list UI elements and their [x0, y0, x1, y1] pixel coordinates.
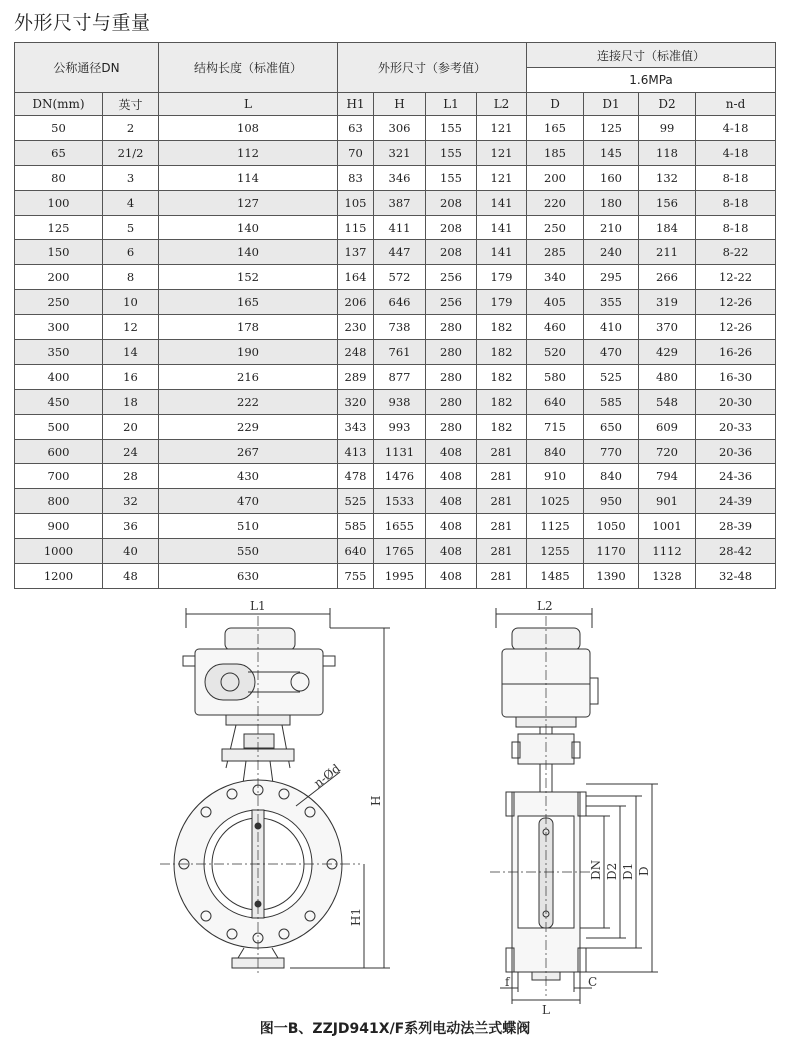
table-cell: 20-30 [696, 389, 776, 414]
table-cell: 480 [639, 364, 696, 389]
table-cell: 408 [426, 514, 477, 539]
table-cell: 132 [639, 165, 696, 190]
table-cell: 182 [477, 315, 527, 340]
table-cell: 281 [477, 489, 527, 514]
table-cell: 140 [159, 215, 338, 240]
table-cell: 100 [15, 190, 103, 215]
table-cell: 63 [338, 116, 374, 141]
table-cell: 165 [527, 116, 584, 141]
table-cell: 140 [159, 240, 338, 265]
column-header: 英寸 [103, 93, 159, 116]
table-cell: 408 [426, 564, 477, 589]
header-connection-dimensions: 连接尺寸（标准值） [527, 43, 776, 68]
table-cell: 585 [338, 514, 374, 539]
table-cell: 20-36 [696, 439, 776, 464]
table-cell: 478 [338, 464, 374, 489]
table-cell: 80 [15, 165, 103, 190]
table-cell: 300 [15, 315, 103, 340]
table-cell: 28 [103, 464, 159, 489]
table-cell: 99 [639, 116, 696, 141]
label-l: L [542, 1003, 550, 1016]
table-cell: 580 [527, 364, 584, 389]
table-cell: 12-22 [696, 265, 776, 290]
table-cell: 222 [159, 389, 338, 414]
table-cell: 408 [426, 439, 477, 464]
table-cell: 121 [477, 165, 527, 190]
table-cell: 281 [477, 539, 527, 564]
table-cell: 755 [338, 564, 374, 589]
table-cell: 280 [426, 389, 477, 414]
table-cell: 738 [374, 315, 426, 340]
label-d: D [637, 866, 651, 876]
table-cell: 32 [103, 489, 159, 514]
table-cell: 230 [338, 315, 374, 340]
valve-drawing [0, 596, 790, 1016]
table-cell: 155 [426, 116, 477, 141]
label-l2: L2 [537, 599, 553, 613]
table-cell: 211 [639, 240, 696, 265]
table-row [15, 539, 776, 564]
table-cell: 141 [477, 215, 527, 240]
table-row [15, 290, 776, 315]
table-cell: 137 [338, 240, 374, 265]
table-cell: 65 [15, 140, 103, 165]
table-cell: 24-39 [696, 489, 776, 514]
table-cell: 8 [103, 265, 159, 290]
label-f: f [505, 975, 510, 989]
table-cell: 408 [426, 464, 477, 489]
table-row [15, 464, 776, 489]
table-cell: 121 [477, 140, 527, 165]
table-cell: 5 [103, 215, 159, 240]
table-cell: 630 [159, 564, 338, 589]
table-row [15, 489, 776, 514]
table-cell: 1000 [15, 539, 103, 564]
table-cell: 16 [103, 364, 159, 389]
table-cell: 1390 [584, 564, 639, 589]
table-cell: 550 [159, 539, 338, 564]
table-cell: 179 [477, 265, 527, 290]
table-cell: 112 [159, 140, 338, 165]
table-cell: 950 [584, 489, 639, 514]
table-cell: 125 [15, 215, 103, 240]
table-cell: 525 [338, 489, 374, 514]
table-cell: 70 [338, 140, 374, 165]
column-header: DN(mm) [15, 93, 103, 116]
table-cell: 408 [426, 539, 477, 564]
table-cell: 900 [15, 514, 103, 539]
table-cell: 4 [103, 190, 159, 215]
table-cell: 216 [159, 364, 338, 389]
table-cell: 16-26 [696, 340, 776, 365]
header-pressure-rating: 1.6MPa [527, 68, 776, 93]
header-structural-length: 结构长度（标准值） [159, 43, 338, 93]
table-cell: 1112 [639, 539, 696, 564]
table-cell: 1655 [374, 514, 426, 539]
table-cell: 250 [527, 215, 584, 240]
table-row [15, 414, 776, 439]
table-row [15, 116, 776, 141]
table-cell: 794 [639, 464, 696, 489]
table-cell: 121 [477, 116, 527, 141]
table-cell: 182 [477, 340, 527, 365]
table-cell: 640 [338, 539, 374, 564]
table-cell: 346 [374, 165, 426, 190]
table-cell: 160 [584, 165, 639, 190]
dimension-table [14, 42, 776, 589]
table-cell: 761 [374, 340, 426, 365]
table-cell: 16-30 [696, 364, 776, 389]
table-cell: 280 [426, 364, 477, 389]
table-cell: 208 [426, 190, 477, 215]
table-cell: 295 [584, 265, 639, 290]
table-cell: 200 [15, 265, 103, 290]
table-cell: 1485 [527, 564, 584, 589]
column-header-row [15, 93, 776, 116]
table-cell: 520 [527, 340, 584, 365]
table-cell: 408 [426, 489, 477, 514]
table-cell: 1050 [584, 514, 639, 539]
table-cell: 609 [639, 414, 696, 439]
table-cell: 447 [374, 240, 426, 265]
table-cell: 12 [103, 315, 159, 340]
table-cell: 248 [338, 340, 374, 365]
table-cell: 178 [159, 315, 338, 340]
table-cell: 281 [477, 564, 527, 589]
table-cell: 48 [103, 564, 159, 589]
table-cell: 21/2 [103, 140, 159, 165]
table-cell: 83 [338, 165, 374, 190]
table-row [15, 340, 776, 365]
table-cell: 1765 [374, 539, 426, 564]
header-nominal-diameter: 公称通径DN [15, 43, 159, 93]
table-cell: 993 [374, 414, 426, 439]
label-n-d: n-Ød [311, 761, 343, 791]
column-header: L [159, 93, 338, 116]
table-cell: 20 [103, 414, 159, 439]
table-cell: 8-22 [696, 240, 776, 265]
table-cell: 840 [527, 439, 584, 464]
table-cell: 141 [477, 240, 527, 265]
table-cell: 12-26 [696, 315, 776, 340]
table-cell: 152 [159, 265, 338, 290]
column-header: H1 [338, 93, 374, 116]
table-cell: 185 [527, 140, 584, 165]
header-outline-dimensions: 外形尺寸（参考值） [338, 43, 527, 93]
table-cell: 256 [426, 290, 477, 315]
table-row [15, 215, 776, 240]
table-cell: 355 [584, 290, 639, 315]
table-row [15, 265, 776, 290]
table-cell: 28-39 [696, 514, 776, 539]
table-row [15, 439, 776, 464]
table-cell: 155 [426, 140, 477, 165]
table-cell: 50 [15, 116, 103, 141]
table-cell: 145 [584, 140, 639, 165]
table-cell: 429 [639, 340, 696, 365]
table-cell: 125 [584, 116, 639, 141]
side-view [490, 608, 658, 1004]
table-cell: 164 [338, 265, 374, 290]
column-header: D2 [639, 93, 696, 116]
table-cell: 840 [584, 464, 639, 489]
table-cell: 600 [15, 439, 103, 464]
table-cell: 40 [103, 539, 159, 564]
table-row [15, 140, 776, 165]
table-cell: 321 [374, 140, 426, 165]
label-h1: H1 [349, 907, 363, 926]
table-cell: 800 [15, 489, 103, 514]
table-cell: 1200 [15, 564, 103, 589]
table-cell: 36 [103, 514, 159, 539]
table-cell: 1125 [527, 514, 584, 539]
table-cell: 901 [639, 489, 696, 514]
table-cell: 165 [159, 290, 338, 315]
label-l1: L1 [250, 599, 266, 613]
table-cell: 646 [374, 290, 426, 315]
table-cell: 182 [477, 389, 527, 414]
table-cell: 460 [527, 315, 584, 340]
table-row [15, 240, 776, 265]
table-cell: 910 [527, 464, 584, 489]
table-cell: 6 [103, 240, 159, 265]
table-cell: 720 [639, 439, 696, 464]
table-cell: 250 [15, 290, 103, 315]
table-cell: 182 [477, 364, 527, 389]
table-cell: 1995 [374, 564, 426, 589]
table-cell: 10 [103, 290, 159, 315]
table-cell: 320 [338, 389, 374, 414]
table-cell: 8-18 [696, 190, 776, 215]
table-cell: 1001 [639, 514, 696, 539]
table-cell: 155 [426, 165, 477, 190]
table-cell: 210 [584, 215, 639, 240]
table-cell: 3 [103, 165, 159, 190]
table-cell: 150 [15, 240, 103, 265]
table-cell: 413 [338, 439, 374, 464]
table-cell: 118 [639, 140, 696, 165]
table-cell: 877 [374, 364, 426, 389]
table-cell: 240 [584, 240, 639, 265]
table-cell: 500 [15, 414, 103, 439]
table-cell: 156 [639, 190, 696, 215]
table-cell: 411 [374, 215, 426, 240]
table-cell: 650 [584, 414, 639, 439]
table-cell: 280 [426, 340, 477, 365]
table-cell: 289 [338, 364, 374, 389]
table-cell: 387 [374, 190, 426, 215]
table-cell: 267 [159, 439, 338, 464]
table-row [15, 190, 776, 215]
table-row [15, 564, 776, 589]
table-cell: 24 [103, 439, 159, 464]
table-cell: 28-42 [696, 539, 776, 564]
table-cell: 572 [374, 265, 426, 290]
table-cell: 180 [584, 190, 639, 215]
table-cell: 14 [103, 340, 159, 365]
table-cell: 190 [159, 340, 338, 365]
table-cell: 20-33 [696, 414, 776, 439]
table-cell: 12-26 [696, 290, 776, 315]
table-cell: 770 [584, 439, 639, 464]
table-cell: 350 [15, 340, 103, 365]
table-cell: 206 [338, 290, 374, 315]
table-cell: 306 [374, 116, 426, 141]
table-cell: 1170 [584, 539, 639, 564]
table-cell: 281 [477, 464, 527, 489]
table-row [15, 315, 776, 340]
table-cell: 4-18 [696, 116, 776, 141]
table-cell: 127 [159, 190, 338, 215]
table-cell: 450 [15, 389, 103, 414]
table-cell: 24-36 [696, 464, 776, 489]
column-header: H [374, 93, 426, 116]
table-cell: 182 [477, 414, 527, 439]
table-cell: 105 [338, 190, 374, 215]
table-cell: 18 [103, 389, 159, 414]
table-row [15, 389, 776, 414]
table-cell: 430 [159, 464, 338, 489]
table-cell: 4-18 [696, 140, 776, 165]
table-cell: 220 [527, 190, 584, 215]
table-cell: 285 [527, 240, 584, 265]
table-cell: 510 [159, 514, 338, 539]
table-cell: 229 [159, 414, 338, 439]
table-cell: 470 [584, 340, 639, 365]
table-cell: 343 [338, 414, 374, 439]
table-cell: 1328 [639, 564, 696, 589]
table-cell: 115 [338, 215, 374, 240]
table-cell: 141 [477, 190, 527, 215]
table-cell: 208 [426, 240, 477, 265]
table-cell: 266 [639, 265, 696, 290]
table-cell: 280 [426, 315, 477, 340]
table-cell: 319 [639, 290, 696, 315]
table-cell: 400 [15, 364, 103, 389]
table-cell: 585 [584, 389, 639, 414]
figure-caption: 图一B、ZZJD941X/F系列电动法兰式蝶阀 [259, 1021, 531, 1037]
table-cell: 2 [103, 116, 159, 141]
table-cell: 114 [159, 165, 338, 190]
table-cell: 370 [639, 315, 696, 340]
column-header: L1 [426, 93, 477, 116]
table-cell: 256 [426, 265, 477, 290]
table-cell: 32-48 [696, 564, 776, 589]
table-cell: 640 [527, 389, 584, 414]
column-header: D [527, 93, 584, 116]
table-cell: 470 [159, 489, 338, 514]
label-c: C [588, 975, 598, 989]
table-cell: 340 [527, 265, 584, 290]
label-dn: DN [589, 859, 603, 880]
table-cell: 525 [584, 364, 639, 389]
page-title: 外形尺寸与重量 [14, 12, 151, 34]
column-header: L2 [477, 93, 527, 116]
column-header: D1 [584, 93, 639, 116]
table-cell: 281 [477, 439, 527, 464]
table-cell: 548 [639, 389, 696, 414]
table-cell: 8-18 [696, 165, 776, 190]
table-cell: 208 [426, 215, 477, 240]
table-cell: 715 [527, 414, 584, 439]
table-cell: 410 [584, 315, 639, 340]
table-cell: 405 [527, 290, 584, 315]
table-cell: 200 [527, 165, 584, 190]
table-cell: 179 [477, 290, 527, 315]
table-cell: 700 [15, 464, 103, 489]
table-cell: 8-18 [696, 215, 776, 240]
table-row [15, 514, 776, 539]
table-cell: 1025 [527, 489, 584, 514]
table-cell: 108 [159, 116, 338, 141]
table-cell: 1131 [374, 439, 426, 464]
table-cell: 1476 [374, 464, 426, 489]
table-cell: 281 [477, 514, 527, 539]
table-cell: 938 [374, 389, 426, 414]
table-row [15, 364, 776, 389]
label-d2: D2 [605, 862, 619, 880]
table-cell: 280 [426, 414, 477, 439]
label-h: H [369, 795, 383, 806]
table-cell: 1255 [527, 539, 584, 564]
label-d1: D1 [621, 862, 635, 880]
column-header: n-d [696, 93, 776, 116]
table-row [15, 165, 776, 190]
table-body [15, 116, 776, 589]
table-cell: 184 [639, 215, 696, 240]
table-cell: 1533 [374, 489, 426, 514]
